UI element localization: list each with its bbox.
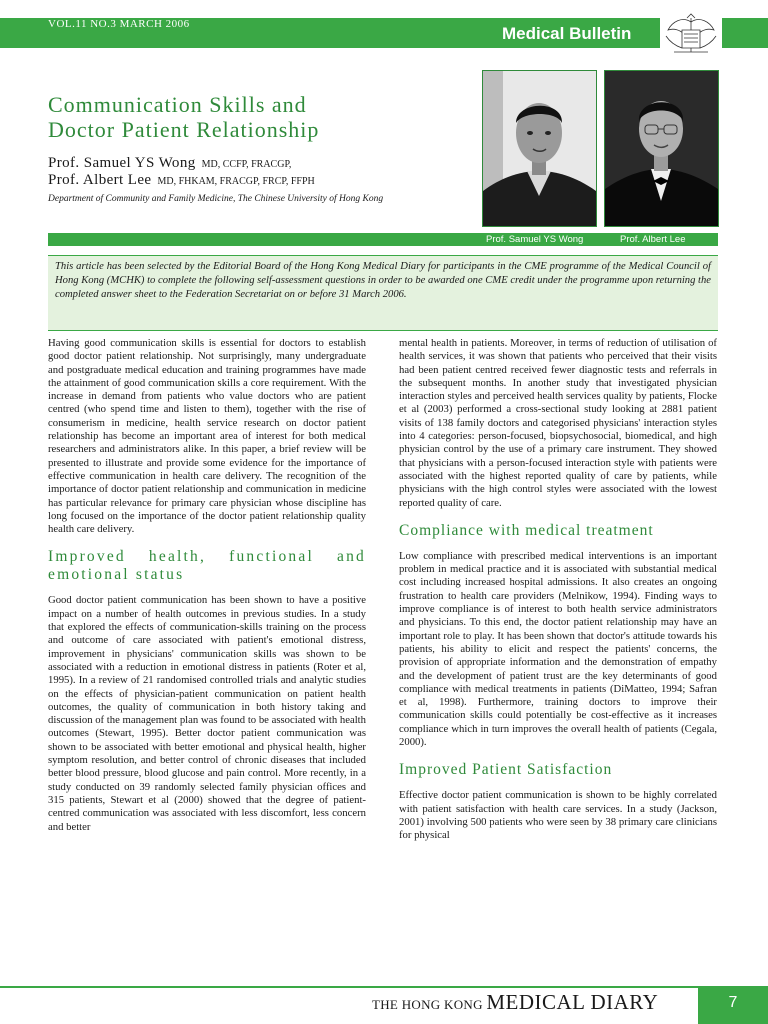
crest-logo	[660, 12, 722, 58]
author-2	[48, 171, 315, 191]
column-left	[48, 337, 366, 834]
footer-title: MEDICAL DIARY	[486, 990, 659, 1014]
section-heading-compliance: Compliance with medical treatment	[399, 521, 654, 539]
cme-notice: This article has been selected by the Editorial Board of the Hong Kong Medical Diary for participants in the CME programme of the Medical Council of Hong Kong (MCHK) to complete the following self-assessment questions in order to be awarded one CME credit under the programme upon returning the completed answer sheet to the Federation Secretariat on or before 31 March 2006.	[48, 255, 718, 331]
author-2-name: Prof. Albert Lee	[48, 172, 152, 188]
author-photo-lee	[604, 70, 719, 227]
photo-caption-wong: Prof. Samuel YS Wong	[486, 234, 584, 245]
author-1-name: Prof. Samuel YS Wong	[48, 155, 196, 171]
footer-publication	[372, 988, 658, 1019]
department: Department of Community and Family Medicine, The Chinese University of Hong Kong	[48, 194, 384, 204]
section-text-compliance: Low compliance with prescribed medical interventions is an important problem in medical practice and it is associated with substantial medical cost including increased hospital admissions. It also creates an ongoing frustration to health care providers (Melnikow, 1994). Finding ways to improve compliance is of interest to both health service administrators and physicians. To this end, the doctor patient relationship may have an important role to play. It has been shown that doctor's attitude towards his patients, his ability to elicit and respect the patients' concerns, the provision of appropriate information and the demonstration of empathy and the development of patient trust are the key determinants of good compliance with medical treatments in patients (DiMatteo, 1994; Safran et al, 1998). Furthermore, training doctors to improve their communication skills could potentially be cost-effective as it increases compliance which in turn improves the overall health of patients (Cegala, 2000).	[399, 549, 717, 749]
section-text-health: Good doctor patient communication has been shown to have a positive impact on a number of health outcomes in previous studies. In a study that explored the effects of communication-skills training on the process and outcome of care associated with patient's emotional distress, improvement in physicians' communication skills was shown to be associated with a reduction in emotional distress in patients (Roter et al, 1995). In a review of 21 randomised controlled trials and analytic studies on the effects of physician-patient communication on patient health outcomes, the quality of communication in both history taking and discussion of the management plan was found to be associated with health outcomes (Stewart, 1995). Better doctor patient communication was shown to be associated with better emotional and physical health, higher symptom resolution, and better control of chronic diseases that included better blood pressure, blood glucose and pain control. More recently, in a study conducted on 39 randomly selected family physician offices and 315 patients, Stewart et al (2000) showed that the degree of patient-centred communication was associated with less discomfort, less concern and better	[48, 594, 366, 833]
intro-paragraph: Having good communication skills is essential for doctors to establish good doctor patient relationship. Not surprisingly, many undergraduate and postgraduate medical education and training programmes have made the attainment of good communication skills a core requirement. With the increase in demand from patients who value doctors who are patient centred (who spend time and listen to them), together with the rise of consumerism in medicine, health service research on doctor patient relationship has become an important area of interest for both medical researchers and administrators alike. In this paper, a brief review will be presented to illustrate and provide some evidence for the importance of effective communication in health care delivery. The recognition of the importance of doctor patient relationship and communication in medicine has particular relevance for primary care physician whose discipline has long focused on the importance of the doctor patient relationship quality health care delivery.	[48, 337, 366, 536]
section-heading-satisfaction: Improved Patient Satisfaction	[399, 761, 613, 779]
author-2-credentials: MD, FHKAM, FRACGP, FRCP, FFPH	[157, 176, 315, 187]
footer-prefix: THE HONG KONG	[372, 997, 483, 1012]
column-right	[399, 337, 717, 843]
section-heading-health: Improved health, functional and emotional status	[48, 548, 366, 584]
section-text-satisfaction: Effective doctor patient communication is shown to be highly correlated with patient satisfaction with health care services. In a study (Jackson, 2001) involving 500 patients who were seen by 38 primary care clinicians for physical	[399, 789, 717, 842]
page-number: 7	[698, 988, 768, 1024]
author-photo-wong	[482, 70, 597, 227]
caption-bar	[48, 233, 718, 246]
continued-paragraph: mental health in patients. Moreover, in terms of reduction of utilisation of health services, it was shown that patients who perceived that their visits had been patient centred received fewer diagnostic tests and referrals in the subsequent months. In another study that investigated physician interaction styles and perceived health services quality by patients, Flocke et al (2003) performed a cross-sectional study looking at 2881 patient visits of 138 family doctors and categorised physicians' interaction styles into 4 categories: person-focused, biopsychosocial, biomedical, and high physician control by the use of a primary care instrument. They showed that physicians with a person-focused interaction style with patients were associated with the highest reported quality of care by patients, while physicians with the high control styles were associated with the lowest reported quality of care.	[399, 337, 717, 509]
title-line-1: Communication Skills and	[48, 92, 307, 117]
issue-label: VOL.11 NO.3 MARCH 2006	[48, 18, 190, 30]
title-line-2: Doctor Patient Relationship	[48, 117, 320, 142]
article-title	[48, 92, 468, 142]
bulletin-title: Medical Bulletin	[502, 24, 632, 43]
author-1-credentials: MD, CCFP, FRACGP,	[201, 159, 292, 170]
photo-caption-lee: Prof. Albert Lee	[620, 234, 686, 245]
